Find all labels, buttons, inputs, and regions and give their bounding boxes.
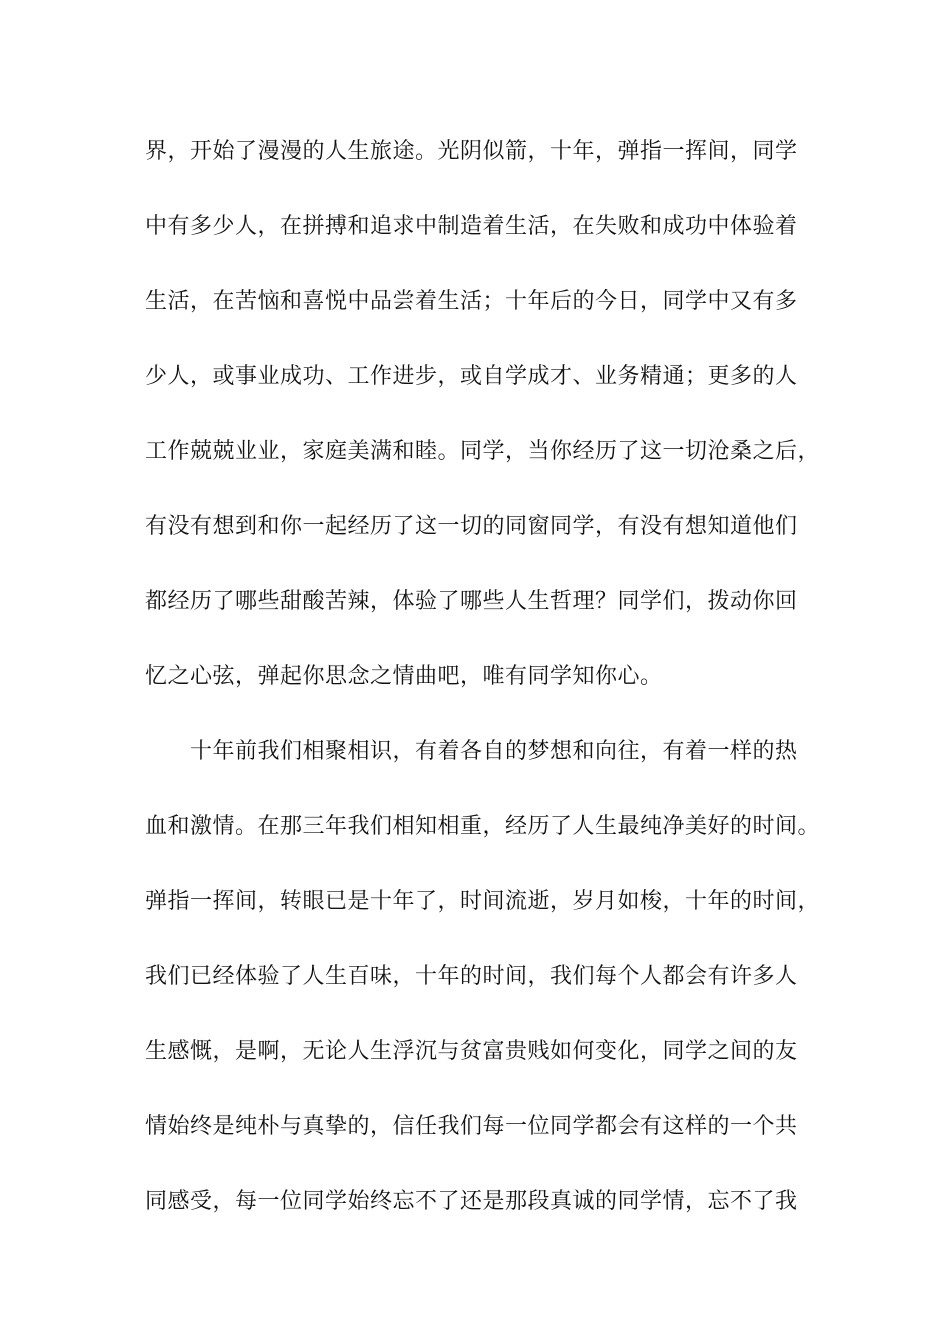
paragraph-2-line-4: 我们已经体验了人生百味，十年的时间，我们每个人都会有许多人 bbox=[145, 964, 798, 989]
paragraph-1-line-2: 中有多少人，在拼搏和追求中制造着生活，在失败和成功中体验着 bbox=[145, 214, 798, 239]
paragraph-1-line-5: 工作兢兢业业，家庭美满和睦。同学，当你经历了这一切沧桑之后， bbox=[145, 439, 821, 464]
paragraph-1-line-4: 少人，或事业成功、工作进步，或自学成才、业务精通；更多的人 bbox=[145, 364, 798, 389]
paragraph-1-line-8: 忆之心弦，弹起你思念之情曲吧，唯有同学知你心。 bbox=[145, 664, 663, 689]
paragraph-1-line-6: 有没有想到和你一起经历了这一切的同窗同学，有没有想知道他们 bbox=[145, 514, 798, 539]
paragraph-1-line-7: 都经历了哪些甜酸苦辣，体验了哪些人生哲理？同学们，拨动你回 bbox=[145, 589, 798, 614]
paragraph-2-line-6: 情始终是纯朴与真挚的，信任我们每一位同学都会有这样的一个共 bbox=[145, 1114, 798, 1139]
paragraph-1-line-3: 生活，在苦恼和喜悦中品尝着生活；十年后的今日，同学中又有多 bbox=[145, 289, 798, 314]
paragraph-2-line-2: 血和激情。在那三年我们相知相重，经历了人生最纯净美好的时间。 bbox=[145, 814, 821, 839]
paragraph-1-line-1: 界，开始了漫漫的人生旅途。光阴似箭，十年，弹指一挥间，同学 bbox=[145, 139, 798, 164]
paragraph-2-line-5: 生感慨，是啊，无论人生浮沉与贫富贵贱如何变化，同学之间的友 bbox=[145, 1039, 798, 1064]
paragraph-2-line-1: 十年前我们相聚相识，有着各自的梦想和向往，有着一样的热 bbox=[190, 739, 798, 764]
paragraph-2-line-7: 同感受，每一位同学始终忘不了还是那段真诚的同学情，忘不了我 bbox=[145, 1189, 798, 1214]
paragraph-2-line-3: 弹指一挥间，转眼已是十年了，时间流逝，岁月如梭，十年的时间， bbox=[145, 889, 821, 914]
